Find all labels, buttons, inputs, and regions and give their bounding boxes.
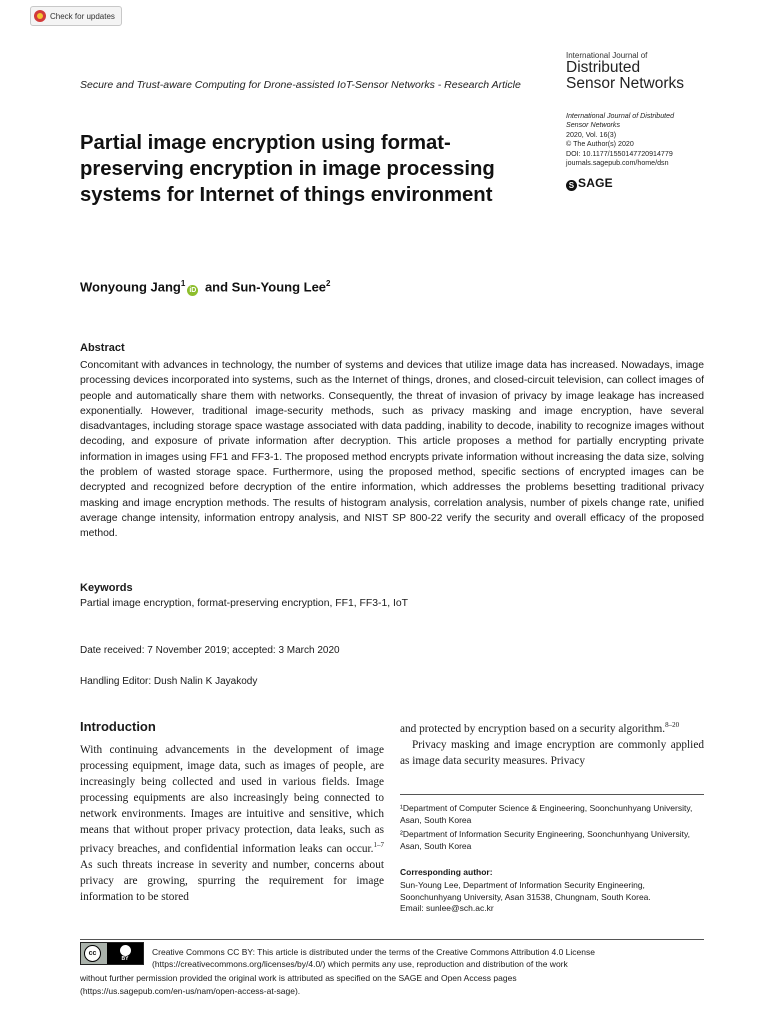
intro-right-text-a: and protected by encryption based on a security algorithm. xyxy=(400,722,666,735)
check-for-updates-button[interactable] xyxy=(30,6,122,26)
orcid-icon[interactable]: iD xyxy=(189,287,197,295)
affiliation-2: ²Department of Information Security Engineering, Soonchunhyang University, Asan, South Korea xyxy=(400,829,690,851)
author-2: Sun-Young Lee xyxy=(231,279,327,295)
introduction-heading: Introduction xyxy=(80,719,156,734)
corresponding-author-email[interactable]: Email: sunlee@sch.ac.kr xyxy=(400,903,494,914)
author-2-affiliation: 2 xyxy=(326,279,331,288)
affiliations xyxy=(400,803,704,855)
meta-url[interactable]: journals.sagepub.com/home/dsn xyxy=(566,159,669,168)
crossmark-icon xyxy=(34,10,46,22)
intro-left-citation[interactable]: 1–7 xyxy=(373,841,384,850)
keywords-heading: Keywords xyxy=(80,582,133,594)
affiliation-1: ¹Department of Computer Science & Engineering, Soonchunhyang University, Asan, South Korea xyxy=(400,803,693,825)
journal-logo-line1: Distributed xyxy=(566,59,641,76)
person-icon xyxy=(120,945,131,956)
keywords-text: Partial image encryption, format-preserving encryption, FF1, FF3-1, IoT xyxy=(80,598,409,609)
corresponding-author xyxy=(400,880,704,915)
meta-doi[interactable]: DOI: 10.1177/1550147720914779 xyxy=(566,149,673,158)
affiliation-divider xyxy=(400,794,704,795)
journal-meta xyxy=(566,112,674,168)
corresponding-author-line-2: Soonchunhyang University, Asan 31538, Chungnam, South Korea. xyxy=(400,891,651,902)
sage-text: SAGE xyxy=(578,176,613,190)
by-label: BY xyxy=(121,956,129,962)
abstract-text: Concomitant with advances in technology, the number of systems and devices that utilize image data has increased. Nowadays, image processing devices incorporated into systems, such as the Internet of things, drones, and closed-circuit television, can collect images of people and automatically share them with networks. Consequently, the threat of invasion of privacy by image leakage has increased exponentially. However, traditional image-security methods, such as privacy masking and image encryption, have several disadvantages, including storage space wastage associated with data padding, inability to decode, inability to recognize images without decoding, and exposure of private information after decryption. This article proposes a method for partially encrypting private information in images using FF1 and FF3-1. The proposed method encrypts private information without increasing the data size, solving the problem of wasted storage space. Furthermore, using the proposed method, specific sections of encrypted images can be decrypted and recognized before decryption of the entire information, which addresses the problems besetting traditional privacy masking and image encryption methods. The results of histogram analysis, correlation analysis, number of pixels change rate, unified average change intensity, information entropy analysis, and NIST SP 800-22 verify the security and overall efficacy of the proposed method. xyxy=(80,360,704,540)
license-line-4[interactable]: (https://us.sagepub.com/en-us/nam/open-access-at-sage). xyxy=(80,986,301,996)
author-list xyxy=(80,279,331,296)
check-for-updates-label: Check for updates xyxy=(50,11,115,21)
dates-text: Date received: 7 November 2019; accepted: 3 March 2020 xyxy=(80,645,340,656)
intro-left-text-a: With continuing advancements in the development of image processing equipment, image data, such as images of people, are increasingly being collected and used in various fields. Image processing equipments are also increasingly being connected to network environments. Images are intuitive and sensitive, which means that without proper privacy protection, data leaks, such as privacy breaches, and confidential information leaks can occur. xyxy=(80,744,384,856)
meta-journal-name-2: Sensor Networks xyxy=(566,121,621,130)
corresponding-author-line-1: Sun-Young Lee, Department of Information Security Engineering, xyxy=(400,880,645,890)
cc-icon: cc xyxy=(84,945,101,962)
license-line-2[interactable]: (https://creativecommons.org/licenses/by/4.0/) which permits any use, reproduction and distribution of the work xyxy=(152,959,568,969)
author-1-affiliation: 1 xyxy=(180,279,186,288)
introduction-right-column xyxy=(400,718,704,769)
sage-mark-icon: S xyxy=(566,180,577,191)
author-1: Wonyoung Jang xyxy=(80,279,181,295)
corresponding-author-heading: Corresponding author: xyxy=(400,867,493,877)
sage-logo xyxy=(566,176,613,191)
journal-logo-small: International Journal of xyxy=(566,51,648,60)
by-icon xyxy=(107,943,143,964)
intro-right-citation[interactable]: 8–20 xyxy=(665,721,680,729)
abstract-heading: Abstract xyxy=(80,342,125,354)
introduction-left-column xyxy=(80,743,384,906)
license-line-3: without further permission provided the original work is attributed as specified on the SAGE and Open Access pages xyxy=(80,973,517,983)
handling-editor: Handling Editor: Dush Nalin K Jayakody xyxy=(80,676,258,687)
author-connector: and xyxy=(201,279,232,295)
meta-copyright: © The Author(s) 2020 xyxy=(566,140,634,149)
journal-logo-line2: Sensor Networks xyxy=(566,75,685,92)
intro-left-text-b: As such threats increase in severity and number, concerns about privacy are growing, spurring the requirement for image information to be stored xyxy=(80,859,384,903)
intro-right-para-1 xyxy=(400,718,704,738)
cc-by-badge[interactable] xyxy=(80,942,144,965)
intro-right-para-2: Privacy masking and image encryption are commonly applied as image data security measures. Privacy xyxy=(400,738,704,767)
running-head: Secure and Trust-aware Computing for Drone-assisted IoT-Sensor Networks - Research Article xyxy=(80,79,521,91)
article-title: Partial image encryption using format-preserving encryption in image processing systems for Internet of things environment xyxy=(80,132,495,206)
license-divider xyxy=(80,939,704,940)
journal-logo-title xyxy=(566,60,684,92)
meta-journal-name-1: International Journal of Distributed xyxy=(566,112,675,120)
license-line-1: Creative Commons CC BY: This article is distributed under the terms of the Creative Commons Attribution 4.0 License xyxy=(152,947,595,957)
meta-volume: 2020, Vol. 16(3) xyxy=(566,130,617,139)
